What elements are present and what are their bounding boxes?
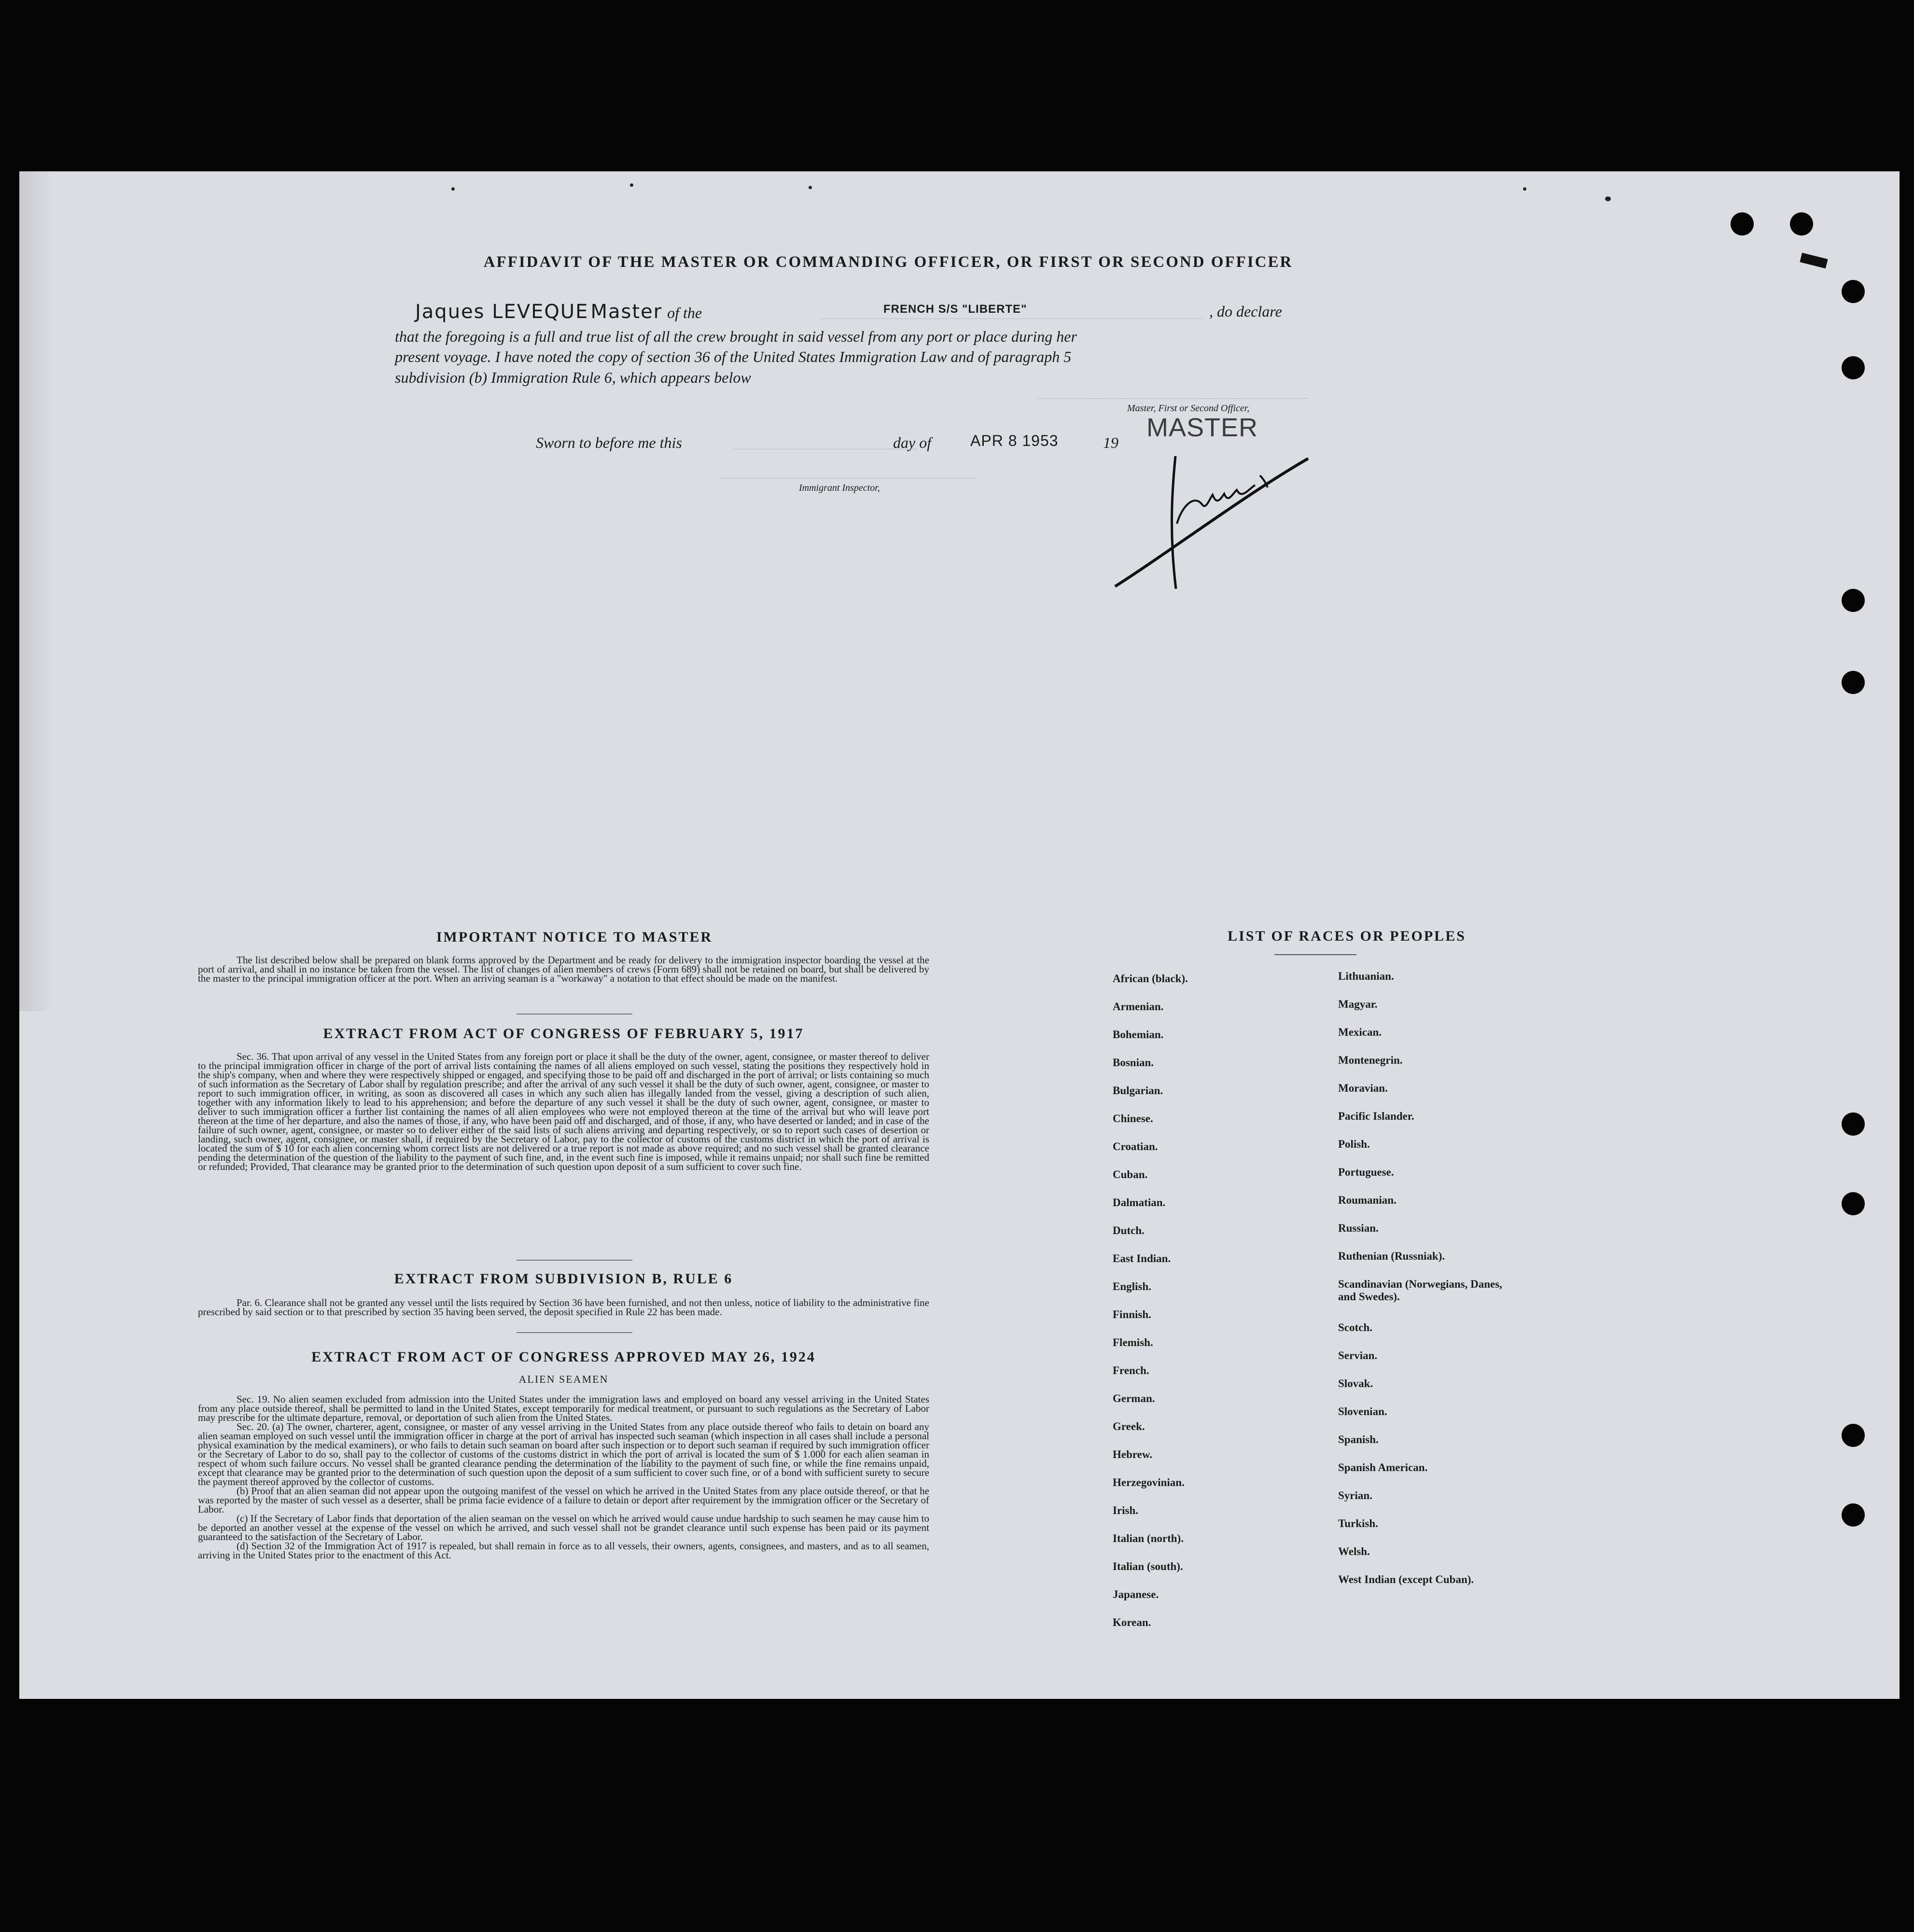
list-item: Croatian. [1113, 1140, 1158, 1153]
document-page [19, 171, 1900, 1699]
divider [517, 1332, 632, 1333]
list-item: Pacific Islander. [1338, 1110, 1414, 1122]
binder-hole [1842, 1112, 1865, 1136]
affidavit-line-1 [415, 301, 1318, 324]
list-item: Turkish. [1338, 1517, 1378, 1529]
officer-signature-line [1038, 398, 1308, 399]
list-item: Welsh. [1338, 1545, 1370, 1557]
section-19-paragraph: Sec. 19. No alien seamen excluded from admission into the United States under the immigration laws and employed on board any vessel arriving in the United States from any place outside thereof, shall be permitted to land in the United States, except temporarily for medical treatment, or pursuant to such regulations as the Secretary of Labor may prescribe for the ultimate departure, removal, or deportation of such alien from the United States. [198, 1393, 929, 1423]
divider [517, 1014, 632, 1015]
list-item: Dutch. [1113, 1224, 1145, 1237]
list-item: Roumanian. [1338, 1194, 1397, 1206]
list-item: Italian (south). [1113, 1560, 1183, 1572]
list-item: Ruthenian (Russniak). [1338, 1250, 1445, 1262]
extract-1924-text [198, 1395, 929, 1560]
divider [517, 1260, 632, 1261]
list-item: Moravian. [1338, 1082, 1388, 1094]
list-item: Japanese. [1113, 1588, 1159, 1600]
speck [451, 187, 455, 191]
divider [1274, 954, 1356, 955]
rule-6-text [198, 1298, 929, 1317]
list-item: Slovenian. [1338, 1405, 1387, 1418]
binder-hole [1842, 280, 1865, 303]
speck [1605, 196, 1611, 201]
list-item: Korean. [1113, 1616, 1151, 1628]
master-signature [1110, 422, 1323, 596]
speck [630, 183, 633, 187]
list-item: Syrian. [1338, 1489, 1372, 1501]
binder-hole [1842, 589, 1865, 612]
extract-1917-text [198, 1052, 929, 1171]
affidavit-title: AFFIDAVIT OF THE MASTER OR COMMANDING OFFICER, OR FIRST OR SECOND OFFICER [483, 253, 1293, 271]
master-word: Master [590, 301, 663, 323]
rule-6-heading: EXTRACT FROM SUBDIVISION B, RULE 6 [394, 1271, 733, 1287]
section-20b-paragraph: (b) Proof that an alien seaman did not appear upon the outgoing manifest of the vessel on which he arrived in the United States from any place outside thereof, or that he was reported by the master of such vessel as a deserter, shall be prima facie evidence of a failure to detain or deport after requirement by the immigration officer or the Secretary of Labor. [198, 1485, 929, 1515]
tear-mark [1800, 253, 1828, 269]
list-item: French. [1113, 1364, 1149, 1376]
races-list-column-1 [1113, 973, 1188, 1644]
list-item: Slovak. [1338, 1377, 1373, 1390]
inspector-label: Immigrant Inspector, [799, 483, 880, 493]
list-item: Herzegovinian. [1113, 1476, 1185, 1488]
list-item: East Indian. [1113, 1252, 1171, 1265]
list-item: Mexican. [1338, 1026, 1382, 1038]
list-item: Flemish. [1113, 1336, 1153, 1348]
list-item: Bulgarian. [1113, 1084, 1163, 1097]
notice-heading: IMPORTANT NOTICE TO MASTER [436, 929, 713, 945]
extract-1924-heading: EXTRACT FROM ACT OF CONGRESS APPROVED MAY 26, 1924 [311, 1349, 816, 1365]
affidavit-line-4: subdivision (b) Immigration Rule 6, which appears below [395, 369, 751, 386]
master-name: Jaques LEVEQUE [415, 301, 589, 323]
binder-hole [1842, 1503, 1865, 1527]
list-item: Servian. [1338, 1349, 1378, 1362]
vessel-name: FRENCH S/S "LIBERTE" [883, 303, 1027, 316]
affidavit-line-3: present voyage. I have noted the copy of section 36 of the United States Immigration Law and of paragraph 5 [395, 348, 1072, 365]
section-20c-paragraph: (c) If the Secretary of Labor finds that deportation of the alien seaman on the vessel on which he arrived would cause undue hardship to such seamen he may cause him to be deported an another vessel at the expense of the vessel on which he arrived, and such vessel shall not be grandet clearance until such expense has been paid or its payment guaranteed to the satisfaction of the Secretary of Labor. [198, 1513, 929, 1543]
list-item: Russian. [1338, 1222, 1379, 1234]
extract-1917-heading: EXTRACT FROM ACT OF CONGRESS OF FEBRUARY 5, 1917 [323, 1026, 804, 1042]
list-item: Cuban. [1113, 1168, 1148, 1181]
sworn-label: Sworn to before me this [536, 434, 682, 451]
declare-label: , do declare [1209, 303, 1282, 320]
list-item: Portuguese. [1338, 1166, 1394, 1178]
list-item: Armenian. [1113, 1001, 1164, 1013]
officer-label: Master, First or Second Officer, [1127, 403, 1250, 414]
list-item: Bohemian. [1113, 1029, 1164, 1041]
list-item: Dalmatian. [1113, 1196, 1166, 1209]
list-item: Scandinavian (Norwegians, Danes, and Swedes). [1338, 1278, 1502, 1303]
speck [809, 186, 812, 189]
list-item: Italian (north). [1113, 1532, 1184, 1544]
year-prefix: 19 [1103, 434, 1118, 451]
binder-hole [1790, 212, 1813, 236]
day-of-label: day of [893, 434, 932, 451]
list-item: Irish. [1113, 1504, 1139, 1516]
date-stamp: APR 8 1953 [970, 432, 1059, 449]
list-item: Montenegrin. [1338, 1054, 1403, 1066]
list-item: West Indian (except Cuban). [1338, 1573, 1474, 1585]
rule-6-paragraph: Par. 6. Clearance shall not be granted any vessel until the lists required by Section 36 have been furnished, and not then unless, notice of liability to the administrative fine prescribed by said section or to that prescribed by section 35 having been served, the deposit specified in Rule 22 has been made. [198, 1297, 929, 1318]
section-20d-paragraph: (d) Section 32 of the Immigration Act of 1917 is repealed, but shall remain in force as to all vessels, their owners, agents, consignees, and masters, and as to all seamen, arriving in the United States prior to the enactment of this Act. [198, 1540, 929, 1561]
list-item: Polish. [1338, 1138, 1370, 1150]
section-20a-paragraph: Sec. 20. (a) The owner, charterer, agent, consignee, or master of any vessel arriving in the United States from any place outside thereof who fails to detain on board any alien seaman employed on such vessel until the immigration officer in charge at the port of arrival has inspected such seaman (which inspection in all cases shall include a personal physical examination by the medical examiners), or who fails to detain such seaman on board after such inspection or to deport such seaman if required by such immigration officer or the Secretary of Labor to do so, shall pay to the collector of customs of the customs district in which the port of arrival is located the sum of $ 1.000 for each alien seaman in respect of whom such failure occurs. No vessel shall be granted clearance pending the determination of the liability to the payment of such fine, or while the fine remains unpaid, except that clearance may be granted prior to the determination of such question upon the deposit of a sum sufficient to cover such fine, or of a bond with sufficient surety to secure the payment thereof approved by the collector of customs. [198, 1421, 929, 1487]
affidavit-line-2: that the foregoing is a full and true list of all the crew brought in said vessel from any port or place during her [395, 328, 1077, 345]
binder-hole [1842, 1424, 1865, 1447]
list-item: African (black). [1113, 973, 1188, 985]
list-item: Magyar. [1338, 998, 1378, 1010]
list-item: Greek. [1113, 1420, 1145, 1432]
list-item: Scotch. [1338, 1321, 1372, 1334]
speck [1523, 187, 1526, 191]
list-item: English. [1113, 1280, 1151, 1293]
list-item: Spanish American. [1338, 1461, 1428, 1473]
notice-text [198, 956, 929, 983]
list-item: Chinese. [1113, 1112, 1153, 1125]
list-item: Spanish. [1338, 1433, 1379, 1446]
list-item: German. [1113, 1392, 1155, 1404]
page-fold-shadow [19, 171, 53, 1011]
binder-hole [1842, 356, 1865, 379]
notice-paragraph: The list described below shall be prepared on blank forms approved by the Department and be ready for delivery to the immigration inspector boarding the vessel at the port of arrival, and shall in no instance be taken from the vessel. The list of changes of alien members of crews (Form 689) shall not be retained on board, but shall be delivered by the master to the principal immigration officer at the port. When an arriving seaman is a "workaway" a notation to that effect should be made on the manifest. [198, 954, 929, 984]
races-heading: LIST OF RACES OR PEOPLES [1228, 928, 1466, 944]
list-item: Bosnian. [1113, 1056, 1154, 1069]
list-item: Finnish. [1113, 1308, 1151, 1320]
master-stamp: MASTER [1146, 413, 1258, 442]
list-item: Lithuanian. [1338, 970, 1394, 982]
binder-hole [1731, 212, 1754, 236]
binder-hole [1842, 671, 1865, 694]
alien-seamen-subheading: ALIEN SEAMEN [518, 1373, 609, 1385]
of-the-label: of the [667, 304, 702, 321]
list-item: Hebrew. [1113, 1448, 1152, 1460]
races-list-column-2 [1338, 970, 1512, 1617]
binder-hole [1842, 1192, 1865, 1215]
section-36-paragraph: Sec. 36. That upon arrival of any vessel in the United States from any foreign port or place it shall be the duty of the owner, agent, consignee, or master thereof to deliver to the principal immigration officer in charge of the port of arrival lists containing the names of all aliens employed on such vessel, stating the positions they respectively hold in the ship's company, when and where they were respectively shipped or engaged, and specifying those to be paid off and discharged in the port of arrival; or lists containing so much of such information as the Secretary of Labor shall by regulation prescribe; and after the arrival of any such vessel it shall be the duty of such owner, agent, consignee, or master to report to such immigration officer, in writing, as soon as discovered all cases in which any such alien has illegally landed from the vessel, giving a description of such alien, together with any information likely to lead to his apprehension; and before the departure of any such vessel it shall be the duty of such owner, agent, consignee, or master to deliver to such immigration officer a further list containing the names of all alien employees who were not employed thereon at the time of the arrival but who will leave port thereon at the time of her departure, and also the names of those, if any, who have been paid off and discharged, and of those, if any, who have deserted or landed; and in case of the failure of such owner, agent, consignee, or master so to deliver either of the said lists of such aliens arriving and departing respectively, or so to report such cases of desertion or landing, such owner, agent, consignee, or master shall, if required by the Secretary of Labor, pay to the collector of customs of the customs district in which the port of arrival is located the sum of $ 10 for each alien concerning whom correct lists are not delivered or a true report is not made as above required; and no such vessel shall be granted clearance pending the determination of the question of the liability to the payment of such fine, and, in the event such fine is imposed, while it remains unpaid; nor shall such fine be remitted or refunded; Provided, That clearance may be granted prior to the determination of such question upon deposit of a sum sufficient to cover such fine. [198, 1051, 929, 1172]
